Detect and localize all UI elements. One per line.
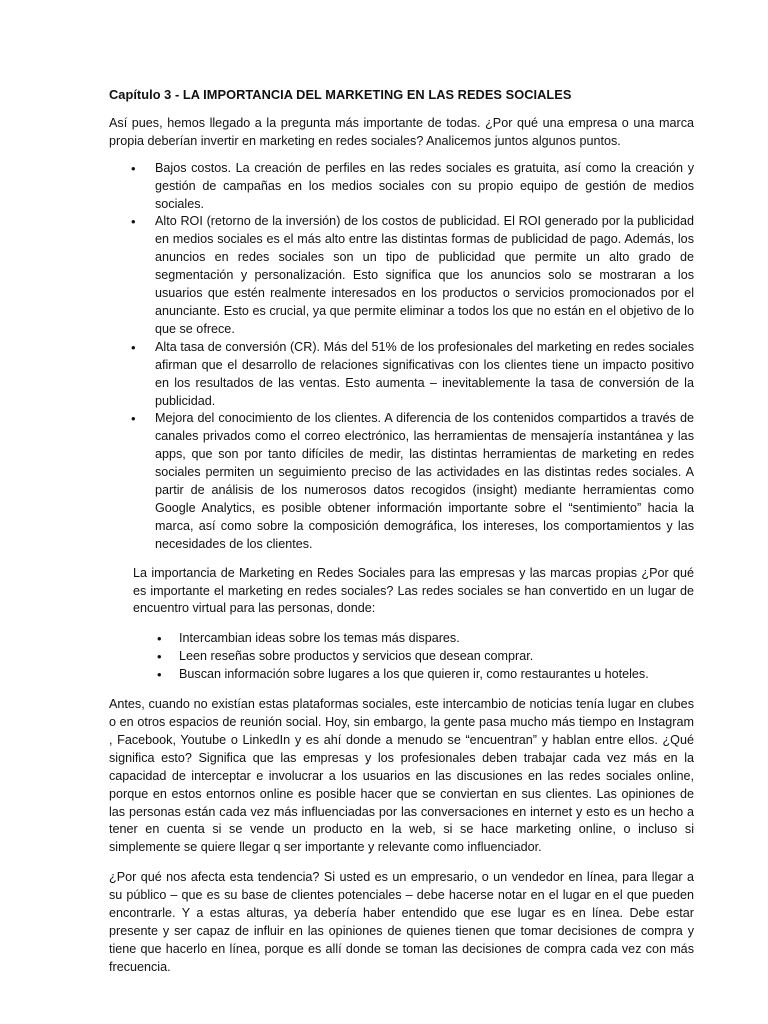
list-item	[133, 666, 694, 684]
chapter-title: Capítulo 3 - LA IMPORTANCIA DEL MARKETING EN LAS REDES SOCIALES	[109, 87, 572, 102]
list-item-text: Buscan información sobre lugares a los que quieren ir, como restaurantes u hoteles.	[179, 667, 649, 682]
bullet-icon: •	[131, 411, 136, 427]
list-item-text: Alto ROI (retorno de la inversión) de los costos de publicidad. El ROI generado por la publicidad en medios sociales es el más alto entre las distintas formas de publicidad de pago. Además, los anuncios en redes sociales son un tipo de publicidad que permite un alto grado de segmentación y personalización. Esto significa que los anuncios solo se mostraran a los usuarios que estén realmente interesados en los productos o servicios promocionados por el anunciante. Esto es crucial, ya que permite eliminar a todos los que no están en el objetivo de lo que se ofrece.	[155, 214, 694, 336]
bullet-icon: •	[131, 160, 136, 176]
actions-list	[133, 630, 694, 684]
sub-intro-paragraph: La importancia de Marketing en Redes Sociales para las empresas y las marcas propias ¿Por qué es importante el marketing en redes sociales? Las redes sociales se han convertido en un lugar de encuentro virtual para las personas, donde:	[133, 565, 694, 616]
list-item-text: Intercambian ideas sobre los temas más dispares.	[179, 631, 460, 646]
porque-paragraph: ¿Por qué nos afecta esta tendencia? Si usted es un empresario, o un vendedor en línea, para llegar a su público – que es su base de clientes potenciales – debe hacerse notar en el lugar en el que pueden encontrarle. Y a estas alturas, ya debería haber entendido que ese lugar es en línea. Debe estar presente y ser capaz de influir en las opiniones de quienes tienen que tomar decisiones de compra y tiene que hacerlo en línea, porque es allí donde se toman las decisiones de compra cada vez con más frecuencia.	[109, 870, 694, 974]
list-item	[133, 630, 694, 648]
bullet-icon: •	[131, 339, 136, 355]
bullet-icon: •	[157, 649, 162, 665]
bullet-icon: •	[157, 667, 162, 683]
list-item-text: Alta tasa de conversión (CR). Más del 51% de los profesionales del marketing en redes sociales afirman que el desarrollo de relaciones significativas con los clientes tiene un impacto positivo en los resultados de las ventas. Esto aumenta – inevitablemente la tasa de conversión de la publicidad.	[155, 339, 694, 408]
benefits-list	[109, 160, 694, 554]
list-item	[109, 339, 694, 411]
intro-paragraph: Así pues, hemos llegado a la pregunta más importante de todas. ¿Por qué una empresa o una marca propia deberían invertir en marketing en redes sociales? Analicemos juntos algunos puntos.	[109, 115, 694, 148]
list-item	[109, 160, 694, 214]
bullet-icon: •	[157, 631, 162, 647]
sub-section	[133, 565, 694, 684]
list-item	[109, 213, 694, 338]
list-item	[109, 410, 694, 553]
list-item-text: Mejora del conocimiento de los clientes. A diferencia de los contenidos compartidos a través de canales privados como el correo electrónico, las herramientas de mensajería instantánea y las apps, que son por tanto difíciles de medir, las distintas herramientas de marketing en redes sociales permiten un seguimiento preciso de las actividades en las distintas redes sociales. A partir de análisis de los numerosos datos recogidos (insight) mediante herramientas como Google Analytics, es posible obtener información importante sobre el “sentimiento” hacia la marca, así como sobre la composición demográfica, los intereses, los comportamientos y las necesidades de los clientes.	[155, 411, 694, 551]
bullet-icon: •	[131, 214, 136, 230]
list-item-text: Bajos costos. La creación de perfiles en las redes sociales es gratuita, así como la creación y gestión de campañas en los medios sociales con su propio equipo de gestión de medios sociales.	[155, 160, 694, 211]
antes-paragraph: Antes, cuando no existían estas plataformas sociales, este intercambio de noticias tenía lugar en clubes o en otros espacios de reunión social. Hoy, sin embargo, la gente pasa mucho más tiempo en Instagram , Facebook, Youtube o LinkedIn y es ahí donde a menudo se “encuentran” y hablan entre ellos. ¿Qué significa esto? Significa que las empresas y los profesionales deben trabajar cada vez más en la capacidad de interceptar e involucrar a los usuarios en las discusiones en las redes sociales online, porque en estos entornos online es posible hacer que se conviertan en sus clientes. Las opiniones de las personas están cada vez más influenciadas por las conversaciones en internet y esto es un hecho a tener en cuenta si se vende un producto en la web, si se hace marketing online, o incluso si simplemente se quiere llegar q ser importante y relevante como influenciador.	[109, 697, 694, 855]
list-item	[133, 648, 694, 666]
document-page	[109, 86, 694, 977]
list-item-text: Leen reseñas sobre productos y servicios que desean comprar.	[179, 649, 534, 664]
